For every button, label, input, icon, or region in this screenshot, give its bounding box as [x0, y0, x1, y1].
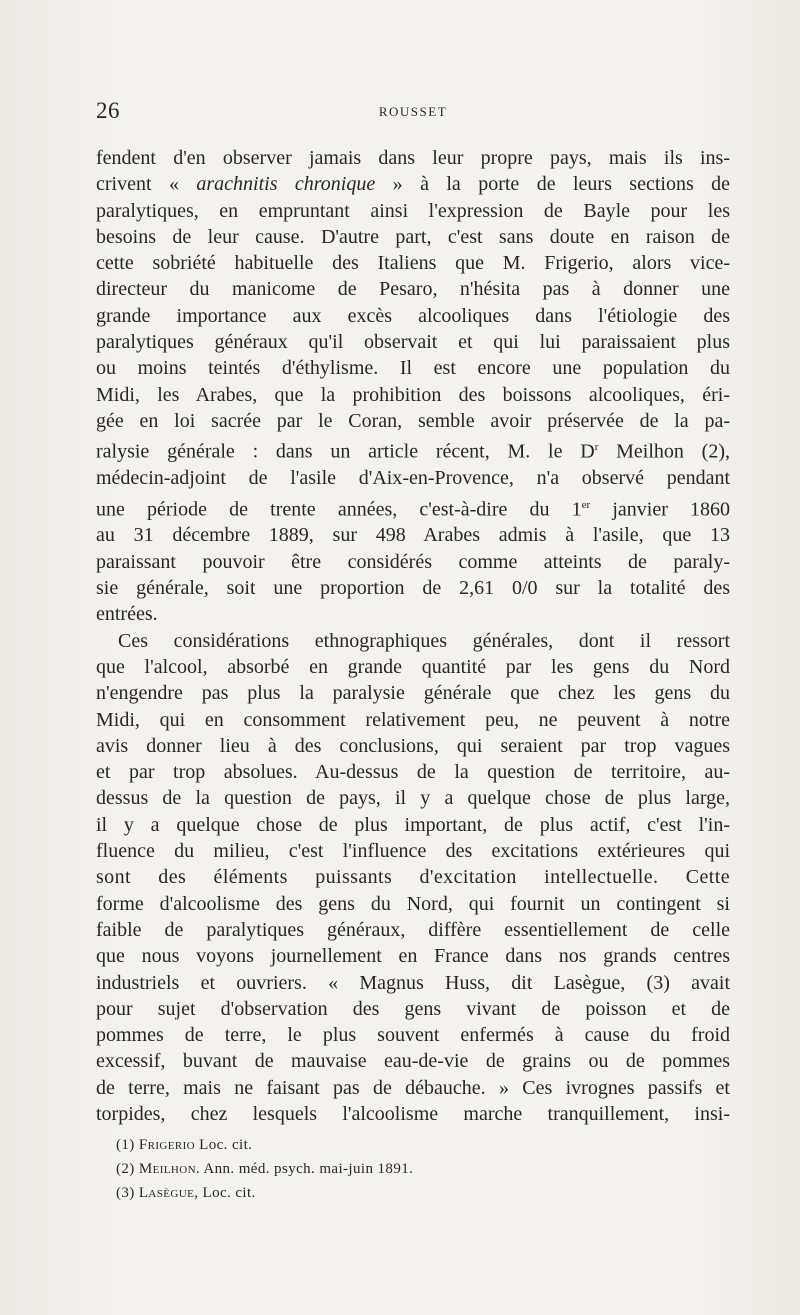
text-line: sie générale, soit une proportion de 2,61 0/0 sur la totalité des: [96, 577, 730, 600]
text-line: cette sobriété habituelle des Italiens que M. Frigerio, alors vice-: [96, 252, 730, 275]
text-line: et par trop absolues. Au-dessus de la question de territoire, au-: [96, 761, 730, 784]
body-text: [96, 145, 730, 1127]
footnote-number: (3): [116, 1185, 139, 1201]
page-number: 26: [96, 98, 120, 123]
text-line: de terre, mais ne faisant pas de débauche. » Ces ivrognes passifs et: [96, 1076, 730, 1099]
footnote-text: Loc. cit.: [195, 1137, 253, 1153]
text-line: médecin-adjoint de l'asile d'Aix-en-Provence, n'a observé pendant: [96, 467, 730, 490]
text-segment: janvier 1860: [590, 498, 730, 521]
text-line: Ces considérations ethnographiques générales, dont il ressort: [118, 629, 730, 652]
footnote-number: (2): [116, 1161, 139, 1177]
text-line: pour sujet d'observation des gens vivant de poisson et de: [96, 997, 730, 1020]
text-segment: ralysie générale : dans un article récent, M. le D: [96, 440, 595, 463]
text-line: faible de paralytiques généraux, diffère essentiellement de celle: [96, 918, 730, 941]
text-line: [96, 434, 730, 465]
text-line: au 31 décembre 1889, sur 498 Arabes admis à l'asile, que 13: [96, 524, 730, 547]
footnote-text: , Loc. cit.: [194, 1185, 256, 1201]
footnote-author: Meilhon: [138, 1161, 196, 1177]
footnote-author: Lasègue: [138, 1185, 195, 1201]
text-line: pommes de terre, le plus souvent enfermés à cause du froid: [96, 1024, 730, 1047]
text-line: avis donner lieu à des conclusions, qui seraient par trop vagues: [96, 734, 730, 757]
running-head: ROUSSET: [378, 104, 448, 119]
text-line: fluence du milieu, c'est l'influence des excitations extérieures qui: [96, 840, 730, 863]
text-line: [96, 492, 730, 523]
text-segment: une période de trente années, c'est-à-dire du 1: [96, 498, 582, 521]
italic-term: arachnitis chronique: [196, 173, 376, 196]
text-line: paralytiques, en empruntant ainsi l'expression de Bayle pour les: [96, 199, 730, 222]
footnote: [116, 1181, 716, 1205]
text-line: n'engendre pas plus la paralysie générale que chez les gens du: [96, 682, 730, 705]
text-line: forme d'alcoolisme des gens du Nord, qui fournit un contingent si: [96, 892, 730, 915]
superscript: r: [594, 441, 599, 454]
text-line: torpides, chez lesquels l'alcoolisme marche tranquillement, insi-: [96, 1103, 730, 1125]
page-header: [96, 98, 730, 128]
footnotes: [116, 1133, 716, 1205]
text-line: gée en loi sacrée par le Coran, semble avoir préservée de la pa-: [96, 409, 730, 432]
text-line: il y a quelque chose de plus important, de plus actif, c'est l'in-: [96, 813, 730, 836]
text-line: [96, 171, 730, 197]
footnote: [116, 1133, 716, 1157]
text-line: besoins de leur cause. D'autre part, c'est sans doute en raison de: [96, 225, 730, 248]
text-line: sont des éléments puissants d'excitation intellectuelle. Cette: [96, 866, 730, 889]
text-line: Midi, qui en consomment relativement peu, ne peuvent à notre: [96, 708, 730, 731]
text-line: industriels et ouvriers. « Magnus Huss, dit Lasègue, (3) avait: [96, 971, 730, 994]
text-segment: Meilhon (2),: [598, 440, 730, 463]
text-line: grande importance aux excès alcooliques dans l'étiologie des: [96, 304, 730, 327]
text-line: paralytiques généraux qu'il observait et qui lui paraissaient plus: [96, 331, 730, 354]
text-line: directeur du manicome de Pesaro, n'hésita pas à donner une: [96, 278, 730, 301]
text-line: entrées.: [96, 603, 158, 626]
footnote: [116, 1157, 716, 1181]
text-segment: crivent «: [96, 173, 197, 196]
text-line: fendent d'en observer jamais dans leur propre pays, mais ils ins-: [96, 147, 730, 169]
text-segment: » à la porte de leurs sections de: [375, 173, 731, 196]
superscript: er: [581, 498, 591, 511]
footnote-text: . Ann. méd. psych. mai-juin 1891.: [195, 1161, 414, 1177]
text-line: que l'alcool, absorbé en grande quantité par les gens du Nord: [96, 655, 730, 678]
footnote-number: (1): [116, 1137, 139, 1153]
footnote-author: Frigerio: [138, 1137, 195, 1153]
text-line: ou moins teintés d'éthylisme. Il est encore une population du: [96, 357, 730, 380]
text-line: dessus de la question de pays, il y a quelque chose de plus large,: [96, 787, 730, 810]
text-line: que nous voyons journellement en France dans nos grands centres: [96, 945, 730, 968]
text-line: excessif, buvant de mauvaise eau-de-vie de grains ou de pommes: [96, 1050, 730, 1073]
text-line: Midi, les Arabes, que la prohibition des boissons alcooliques, éri-: [96, 383, 730, 406]
text-line: paraissant pouvoir être considérés comme atteints de paraly-: [96, 550, 730, 573]
